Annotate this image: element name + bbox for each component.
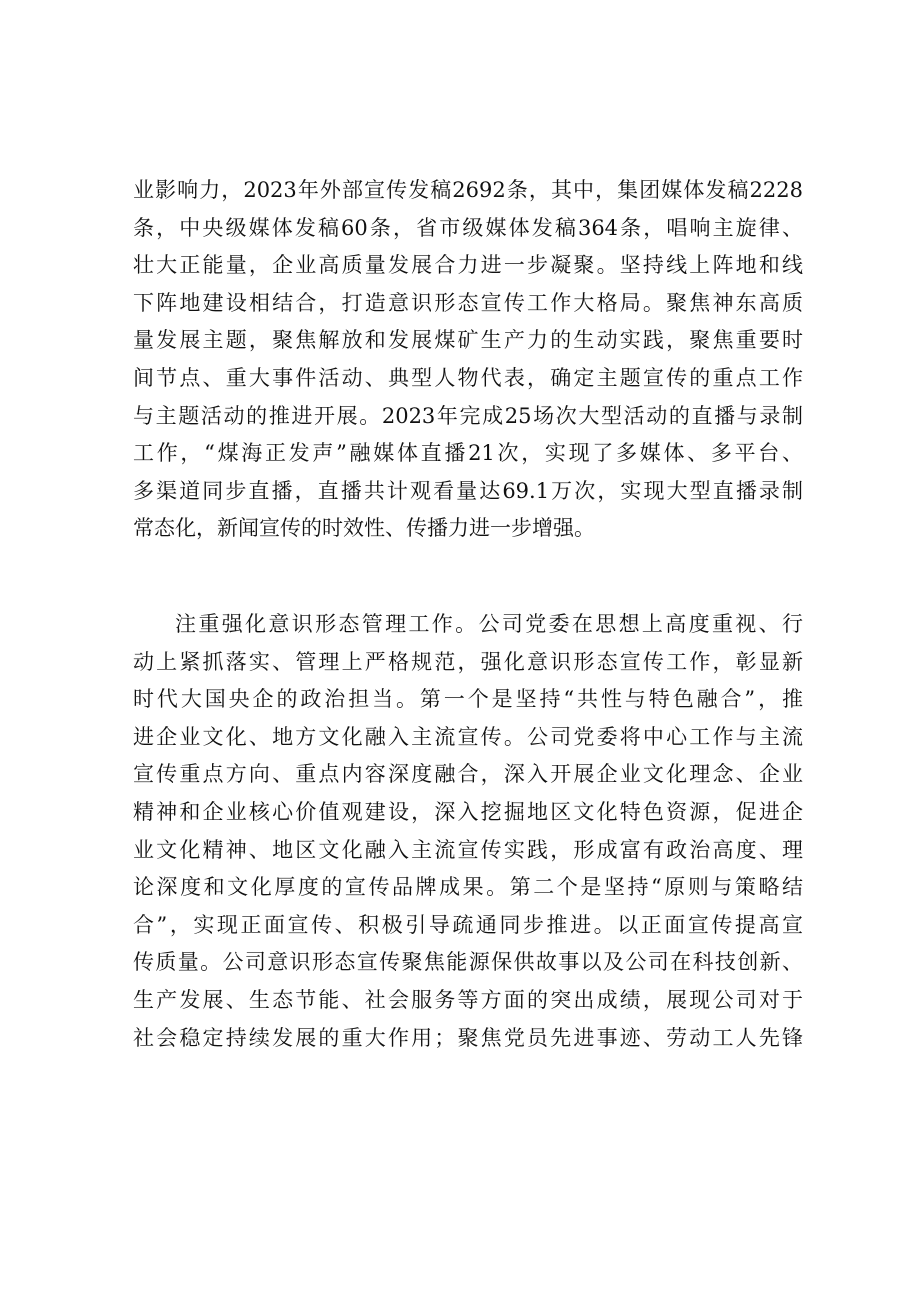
paragraph-line: 工作，“煤海正发声”融媒体直播21次，实现了多媒体、多平台、 [133,441,803,466]
paragraph-line: 精神和企业核心价值观建设，深入挖掘地区文化特色资源，促进企 [133,799,803,824]
paragraph-line: 进企业文化、地方文化融入主流宣传。公司党委将中心工作与主流 [133,724,803,749]
paragraph-line: 业影响力，2023年外部宣传发稿2692条，其中，集团媒体发稿2228 [133,178,803,202]
paragraph-line: 注重强化意识形态管理工作。公司党委在思想上高度重视、行 [175,612,803,636]
paragraph-line: 间节点、重大事件活动、典型人物代表，确定主题宣传的重点工作 [133,365,803,390]
paragraph-line: 常态化，新闻宣传的时效性、传播力进一步增强。 [133,516,595,541]
paragraph-line: 论深度和文化厚度的宣传品牌成果。第二个是坚持“原则与策略结 [133,875,803,900]
paragraph-line: 合”，实现正面宣传、积极引导疏通同步推进。以正面宣传提高宣 [133,912,803,937]
paragraph-line: 传质量。公司意识形态宣传聚焦能源保供故事以及公司在科技创新、 [133,950,803,975]
paragraph-line: 与主题活动的推进开展。2023年完成25场次大型活动的直播与录制 [133,403,803,428]
paragraph-line: 下阵地建设相结合，打造意识形态宣传工作大格局。聚焦神东高质 [133,290,803,315]
paragraph-line: 多渠道同步直播，直播共计观看量达69.1万次，实现大型直播录制 [133,478,803,503]
paragraph-line: 业文化精神、地区文化融入主流宣传实践，形成富有政治高度、理 [133,837,803,862]
paragraph-line: 社会稳定持续发展的重大作用；聚焦党员先进事迹、劳动工人先锋 [133,1025,803,1050]
paragraph-line: 壮大正能量，企业高质量发展合力进一步凝聚。坚持线上阵地和线 [133,253,803,278]
paragraph-line: 生产发展、生态节能、社会服务等方面的突出成绩，展现公司对于 [133,987,803,1012]
paragraph-line: 动上紧抓落实、管理上严格规范，强化意识形态宣传工作，彰显新 [133,649,803,674]
paragraph-line: 条，中央级媒体发稿60条，省市级媒体发稿364条，唱响主旋律、 [133,215,803,240]
paragraph-line: 时代大国央企的政治担当。第一个是坚持“共性与特色融合”，推 [133,687,803,712]
paragraph-media-statistics [133,172,803,548]
paragraph-line: 宣传重点方向、重点内容深度融合，深入开展企业文化理念、企业 [133,762,803,787]
paragraph-ideology-management [133,606,803,1057]
paragraph-line: 量发展主题，聚焦解放和发展煤矿生产力的生动实践，聚焦重要时 [133,328,803,353]
